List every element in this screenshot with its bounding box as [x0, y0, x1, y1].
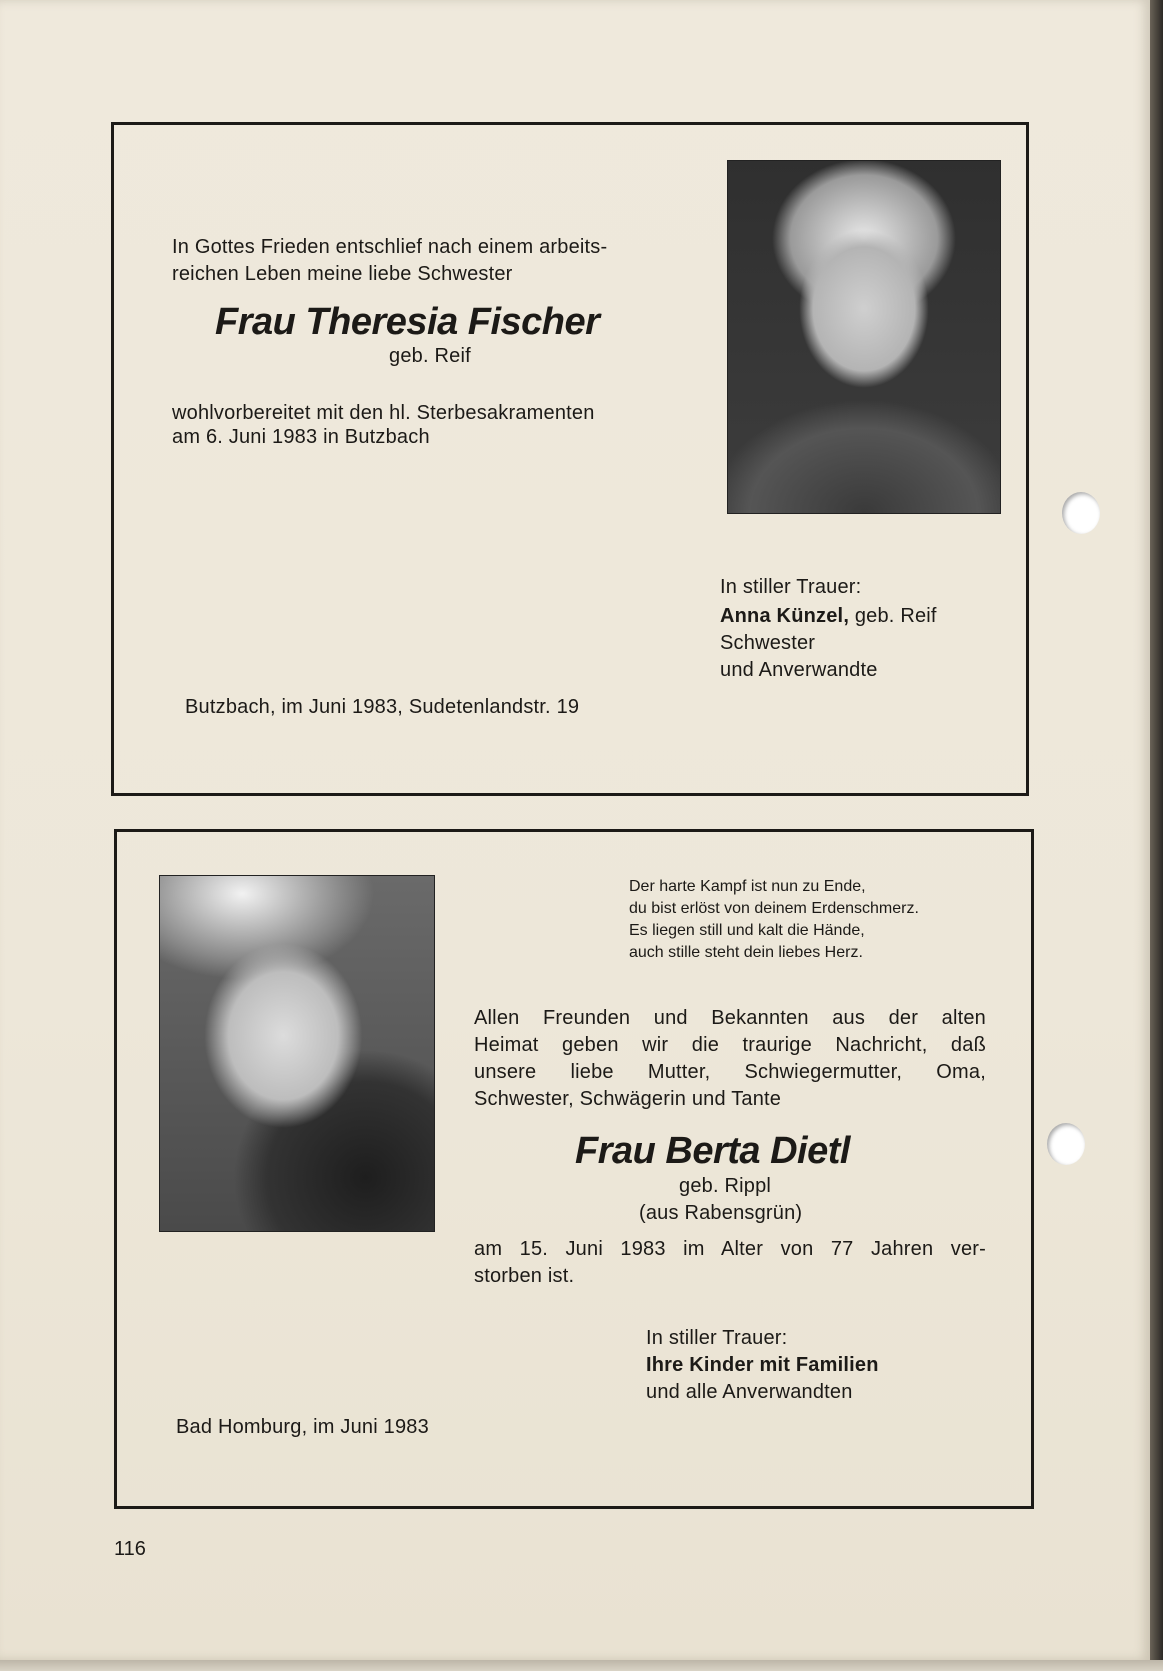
origin: (aus Rabensgrün)	[639, 1202, 803, 1224]
mourners-others: und alle Anverwandten	[646, 1381, 853, 1403]
mourner-line	[720, 604, 937, 628]
announcement-line-3: unsere liebe Mutter, Schwiegermutter, Oma,	[474, 1061, 986, 1083]
obituary-box-theresia-fischer	[111, 122, 1029, 796]
mourner-name: Anna Künzel,	[720, 605, 850, 627]
intro-line-1: In Gottes Frieden entschlief nach einem arbeits-	[172, 236, 608, 258]
sacraments-line-2: am 6. Juni 1983 in Butzbach	[172, 426, 430, 448]
maiden-name: geb. Reif	[389, 345, 471, 367]
poem-line-1: Der harte Kampf ist nun zu Ende,	[629, 878, 866, 895]
mourner-others: und Anverwandte	[720, 659, 878, 681]
poem-line-2: du bist erlöst von deinem Erdenschmerz.	[629, 900, 919, 917]
poem-line-3: Es liegen still und kalt die Hände,	[629, 922, 865, 939]
mourner-maiden: geb. Reif	[849, 605, 937, 627]
sacraments-line-1: wohlvorbereitet mit den hl. Sterbesakramenten	[172, 402, 595, 424]
intro-line-2: reichen Leben meine liebe Schwester	[172, 263, 513, 285]
page-number: 116	[114, 1538, 146, 1560]
death-line-2: storben ist.	[474, 1265, 575, 1287]
announcement-line-2: Heimat geben wir die traurige Nachricht, daß	[474, 1034, 986, 1056]
poem-line-4: auch stille steht dein liebes Herz.	[629, 944, 863, 961]
maiden-name: geb. Rippl	[679, 1175, 772, 1197]
page-edge-shadow	[1150, 0, 1163, 1671]
portrait-photo-berta-dietl	[159, 875, 435, 1232]
mourner-relation: Schwester	[720, 632, 816, 654]
mourners-children: Ihre Kinder mit Familien	[646, 1354, 879, 1376]
announcement-line-1: Allen Freunden und Bekannten aus der alten	[474, 1007, 986, 1029]
punch-hole-lower	[1047, 1123, 1085, 1165]
deceased-name: Frau Berta Dietl	[575, 1130, 850, 1172]
death-line-1: am 15. Juni 1983 im Alter von 77 Jahren ver-	[474, 1238, 986, 1260]
mourners-heading: In stiller Trauer:	[720, 576, 862, 598]
obituary-box-berta-dietl	[114, 829, 1034, 1509]
announcement-line-4: Schwester, Schwägerin und Tante	[474, 1088, 782, 1110]
mourners-heading: In stiller Trauer:	[646, 1327, 788, 1349]
punch-hole-upper	[1062, 492, 1100, 534]
deceased-name: Frau Theresia Fischer	[215, 301, 600, 343]
place-date: Bad Homburg, im Juni 1983	[176, 1416, 429, 1438]
place-date: Butzbach, im Juni 1983, Sudetenlandstr. 19	[185, 696, 580, 718]
portrait-photo-theresia-fischer	[727, 160, 1001, 514]
page-bottom-edge	[0, 1660, 1163, 1671]
